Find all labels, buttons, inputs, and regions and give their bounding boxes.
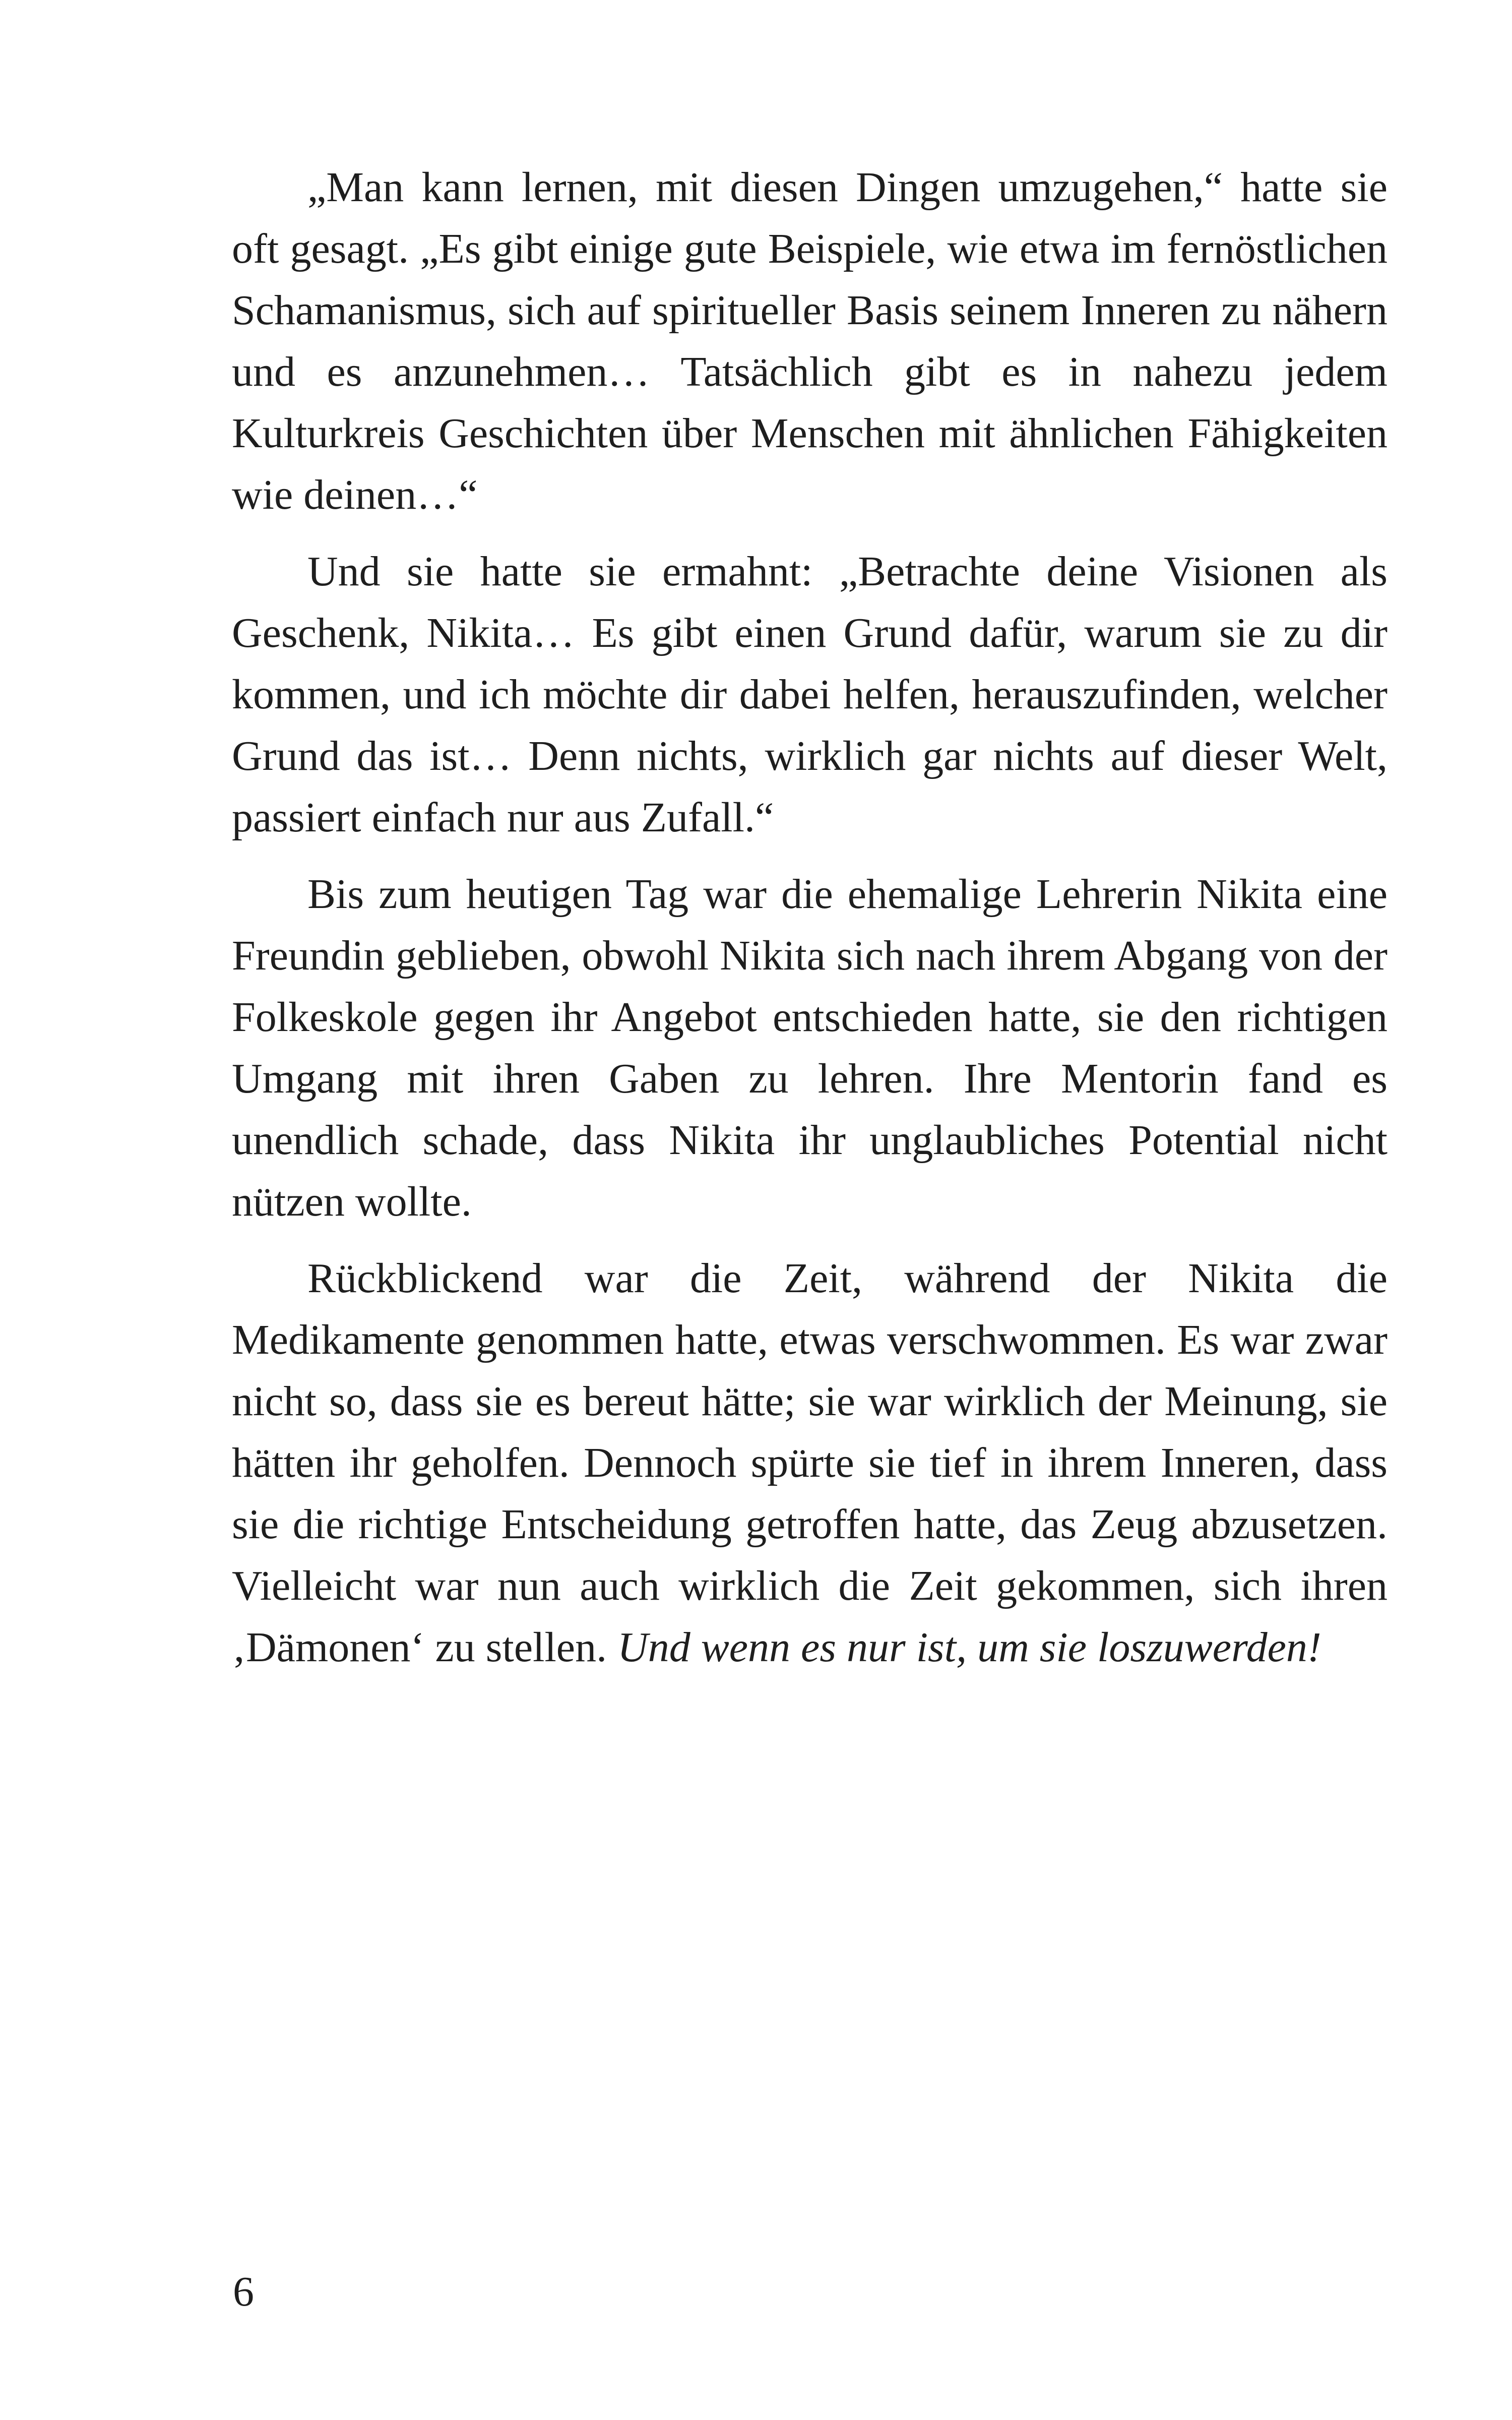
paragraph-3-text: Bis zum heutigen Tag war die ehemalige Lehrerin Nikita eine Freundin geblieben, obwohl Nikita sich nach ihrem Abgang von der Folkeskole gegen ihr Angebot entschieden hatte, sie den richtigen Umgang mit ihren Gaben zu lehren. Ihre Mentorin fand es unendlich schade, dass Nikita ihr unglaubliches Potential nicht nützen wollte.: [232, 871, 1388, 1225]
paragraph-4-italic-text: Und wenn es nur ist, um sie loszuwerden!: [617, 1624, 1321, 1671]
paragraph-1-text: „Man kann lernen, mit diesen Dingen umzugehen,“ hatte sie oft gesagt. „Es gibt einige gute Beispiele, wie etwa im fernöstlichen Schamanismus, sich auf spiritueller Basis seinem Inneren zu nähern und es anzunehmen… Tatsächlich gibt es in nahezu jedem Kulturkreis Geschichten über Menschen mit ähnlichen Fähigkeiten wie deinen…“: [232, 164, 1388, 518]
paragraph-2-text: Und sie hatte sie ermahnt: „Betrachte deine Visionen als Geschenk, Nikita… Es gibt einen Grund dafür, warum sie zu dir kommen, und ich möchte dir dabei helfen, herauszufinden, welcher Grund das ist… Denn nichts, wirklich gar nichts auf dieser Welt, passiert einfach nur aus Zufall.“: [232, 548, 1388, 841]
paragraph-2: [232, 541, 1388, 849]
paragraph-4-text: Rückblickend war die Zeit, während der Nikita die Medikamente genommen hatte, etwas verschwommen. Es war zwar nicht so, dass sie es bereut hätte; sie war wirklich der Meinung, sie hätten ihr geholfen. Dennoch spürte sie tief in ihrem Inneren, dass sie die richtige Entscheidung getroffen hatte, das Zeug abzusetzen. Vielleicht war nun auch wirklich die Zeit gekommen, sich ihren ‚Dämonen‘ zu stellen.: [232, 1255, 1388, 1671]
body-text: [232, 157, 1388, 1678]
paragraph-3: [232, 864, 1388, 1233]
paragraph-1: [232, 157, 1388, 526]
page-number: 6: [233, 2268, 254, 2315]
paragraph-4: [232, 1248, 1388, 1678]
